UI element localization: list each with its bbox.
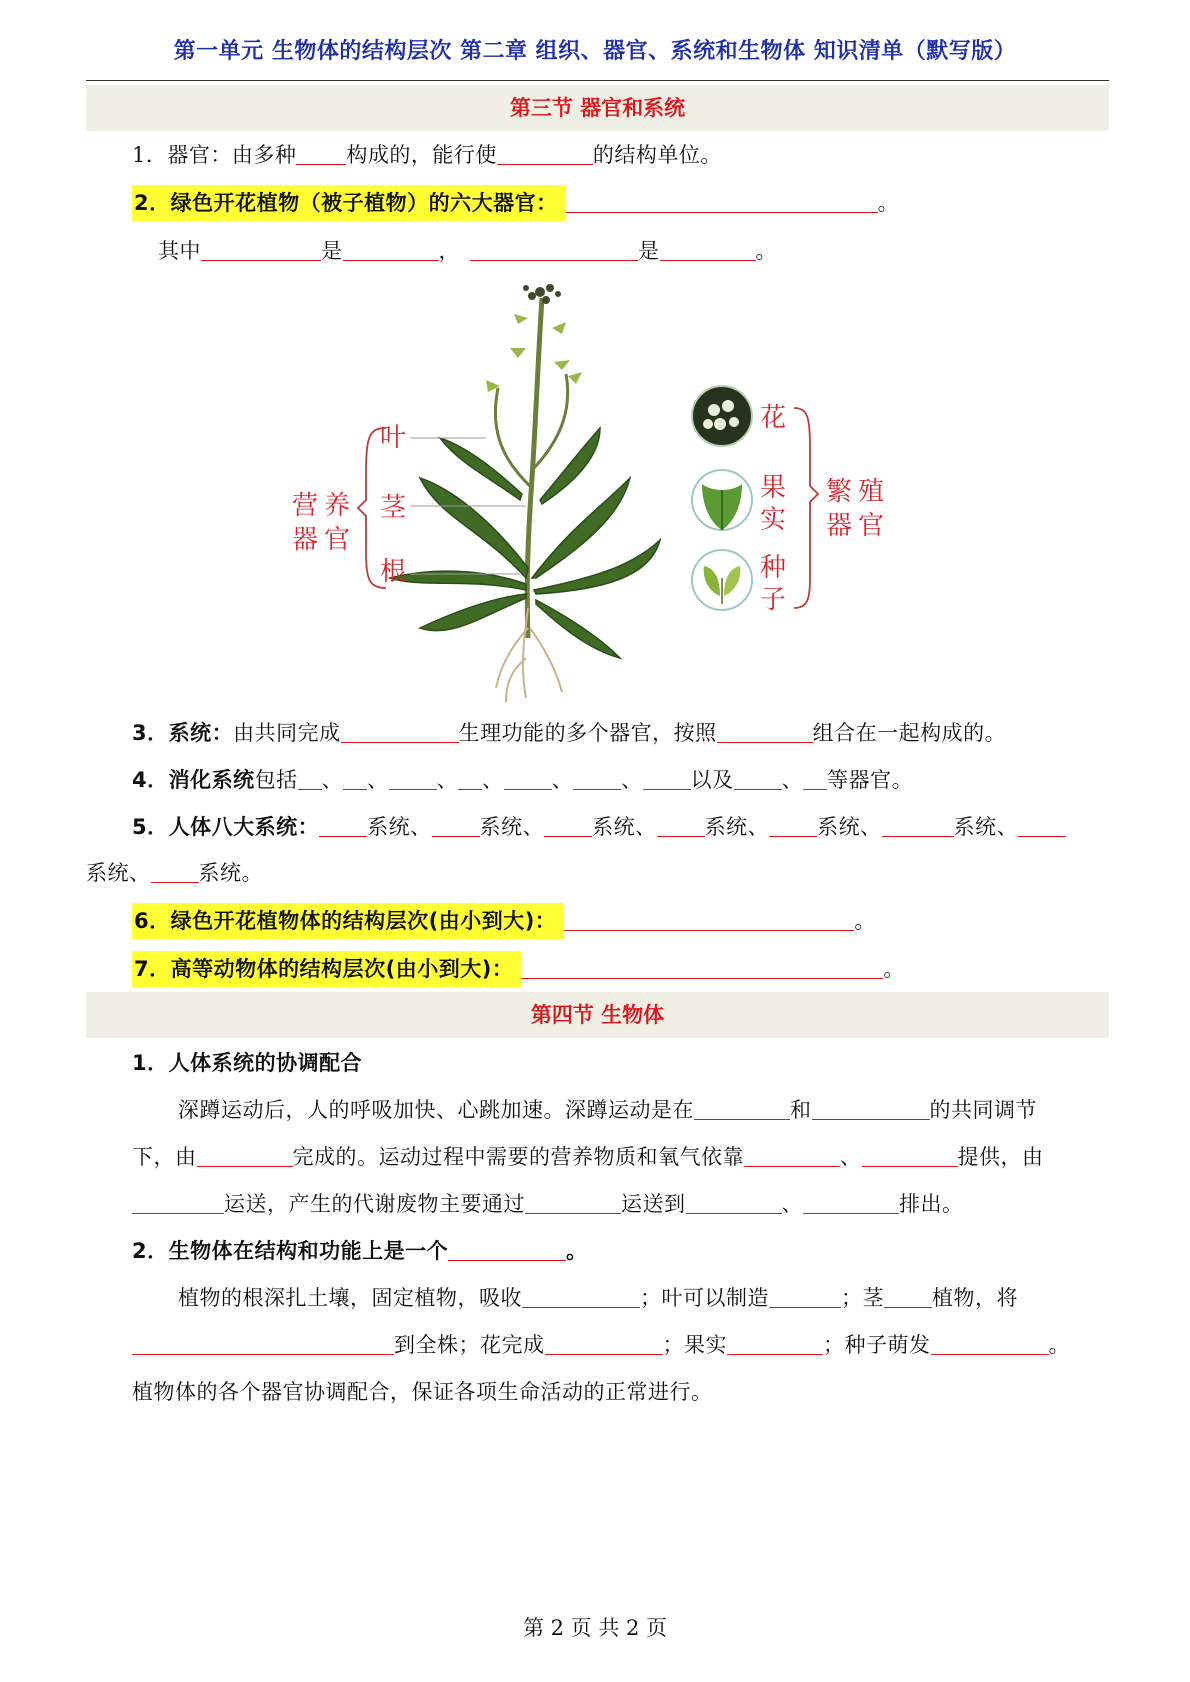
q2b-text-b: 是	[321, 239, 343, 263]
q1-line	[132, 140, 722, 170]
blank[interactable]	[803, 1191, 899, 1214]
blank[interactable]	[389, 767, 437, 790]
p2-line-3: 植物体的各个器官协调配合，保证各项生命活动的正常进行。	[132, 1380, 713, 1404]
blank[interactable]	[686, 1191, 782, 1214]
blank[interactable]	[296, 142, 346, 165]
q7-line	[132, 954, 905, 984]
q3-line	[132, 718, 1006, 748]
blank[interactable]	[862, 1144, 958, 1167]
page-header-title: 第一单元 生物体的结构层次 第二章 组织、器官、系统和生物体 知识清单（默写版）	[173, 39, 1017, 64]
blank[interactable]	[448, 1238, 566, 1261]
blank[interactable]	[734, 767, 782, 790]
q4-text-a: 包括	[254, 768, 298, 792]
blank[interactable]	[458, 767, 482, 790]
q5-line-cont: 系统、 系统。	[86, 861, 263, 885]
q3-text-c: 组合在一起构成的。	[812, 721, 1007, 745]
blank[interactable]	[1018, 814, 1066, 837]
q5-number: 5．	[132, 815, 169, 839]
p1-line-1: 深蹲运动后，人的呼吸加快、心跳加速。深蹲运动是在 和 的共同调节	[178, 1098, 1037, 1122]
q2b-text-c: ，	[438, 239, 460, 263]
blank[interactable]	[545, 1332, 663, 1355]
q2b-text-e: 。	[755, 239, 777, 263]
part-label-flower: 花	[760, 403, 787, 433]
reproductive-organ-bracket	[794, 408, 818, 608]
p1-line-3: 运送，产生的代谢废物主要通过 运送到 、 排出。	[132, 1189, 964, 1219]
blank[interactable]	[504, 767, 552, 790]
blank[interactable]	[803, 767, 827, 790]
plant-leaves	[390, 428, 660, 658]
blank[interactable]	[744, 1144, 840, 1167]
q2-end: 。	[877, 191, 900, 215]
blank[interactable]	[132, 1332, 394, 1355]
q6-end: 。	[854, 909, 876, 933]
reproductive-organs-label-2: 器官	[826, 511, 891, 541]
flower-circle-image	[692, 386, 752, 446]
q4-label: 消化系统	[168, 768, 255, 792]
part-label-fruit-1: 果	[760, 473, 787, 503]
p2-title: 2．生物体在结构和功能上是一个 。	[132, 1239, 588, 1263]
q7-end: 。	[883, 957, 905, 981]
q2b-line	[158, 236, 777, 266]
part-label-seed-2: 子	[760, 585, 787, 615]
q5-label: 人体八大系统：	[168, 815, 320, 839]
q2-line	[132, 188, 899, 218]
blank[interactable]	[717, 720, 813, 743]
blank[interactable]	[470, 238, 638, 261]
q3-text-a: 由共同完成	[233, 721, 341, 745]
blank[interactable]	[132, 1191, 224, 1214]
blank[interactable]	[769, 1285, 841, 1308]
part-label-stem: 茎	[380, 493, 407, 523]
blank[interactable]	[197, 1144, 293, 1167]
blank[interactable]	[573, 767, 621, 790]
q2b-text-d: 是	[638, 239, 660, 263]
q5-line: 5．人体八大系统： 系统、 系统、 系统、 系统、 系统、 系统、	[132, 812, 1066, 842]
blank[interactable]	[694, 1097, 790, 1120]
part-label-fruit-2: 实	[760, 505, 787, 535]
q1-text-a: 1．器官：由多种	[132, 143, 297, 167]
q4-end: 等器官。	[827, 768, 914, 792]
part-label-leaf: 叶	[380, 423, 407, 453]
q2-label: 2．绿色开花植物（被子植物）的六大器官：	[132, 185, 566, 221]
vegetative-organs-label-1: 营养	[292, 491, 357, 521]
fruit-circle-image	[692, 470, 752, 530]
blank[interactable]	[657, 814, 705, 837]
blank[interactable]	[564, 908, 854, 931]
blank[interactable]	[343, 767, 367, 790]
blank[interactable]	[566, 190, 878, 213]
blank[interactable]	[931, 1332, 1049, 1355]
page-number: 第 2 页 共 2 页	[522, 1616, 668, 1640]
p2-line-1: 植物的根深扎土壤，固定植物，吸收 ；叶可以制造 ；茎 植物，将	[178, 1286, 1018, 1310]
blank[interactable]	[812, 1097, 930, 1120]
blank[interactable]	[343, 238, 439, 261]
section3-title: 第三节 器官和系统	[86, 85, 1109, 131]
q4-and: 以及	[690, 768, 734, 792]
blank[interactable]	[522, 1285, 640, 1308]
blank[interactable]	[643, 767, 691, 790]
q1-text-b: 构成的，能行使	[346, 143, 497, 167]
blank[interactable]	[432, 814, 480, 837]
blank[interactable]	[727, 1332, 823, 1355]
q2b-text-a: 其中	[158, 239, 201, 263]
q3-number: 3．	[132, 721, 169, 745]
blank[interactable]	[298, 767, 322, 790]
q6-line	[132, 906, 876, 936]
q4-number: 4．	[132, 768, 169, 792]
blank[interactable]	[201, 238, 321, 261]
part-label-seed-1: 种	[760, 553, 787, 583]
q7-label: 7．高等动物体的结构层次(由小到大)：	[132, 951, 521, 987]
vegetative-organs-label-2: 器官	[292, 525, 357, 555]
blank[interactable]	[319, 814, 367, 837]
reproductive-organs-label-1: 繁殖	[826, 477, 891, 507]
q4-line: 4．消化系统包括 、 、 、 、 、 、 以及 、 等器官。	[132, 768, 914, 792]
q6-label: 6．绿色开花植物体的结构层次(由小到大)：	[132, 903, 564, 939]
p2-line-2: 到全株；花完成 ；果实 ；种子萌发 。	[132, 1330, 1070, 1360]
blank[interactable]	[544, 814, 592, 837]
blank[interactable]	[769, 814, 817, 837]
p1-title: 1．人体系统的协调配合	[132, 1051, 363, 1075]
blank[interactable]	[882, 814, 954, 837]
q3-label: 系统：	[168, 721, 234, 745]
part-label-root: 根	[380, 557, 407, 587]
plant-organs-figure	[292, 278, 900, 710]
header-divider	[86, 80, 1109, 81]
blank[interactable]	[521, 956, 883, 979]
q3-text-b: 生理功能的多个器官，按照	[458, 721, 717, 745]
blank[interactable]	[341, 720, 459, 743]
blank[interactable]	[497, 142, 593, 165]
q1-text-c: 的结构单位。	[592, 143, 722, 167]
section4-title: 第四节 生物体	[86, 992, 1109, 1038]
plant-branch	[495, 388, 532, 488]
blank[interactable]	[151, 860, 199, 883]
blank[interactable]	[884, 1285, 932, 1308]
seed-circle-image	[692, 550, 752, 610]
blank[interactable]	[525, 1191, 621, 1214]
blank[interactable]	[660, 238, 756, 261]
p1-line-2: 下，由 完成的。运动过程中需要的营养物质和氧气依靠 、 提供，由	[132, 1145, 1044, 1169]
